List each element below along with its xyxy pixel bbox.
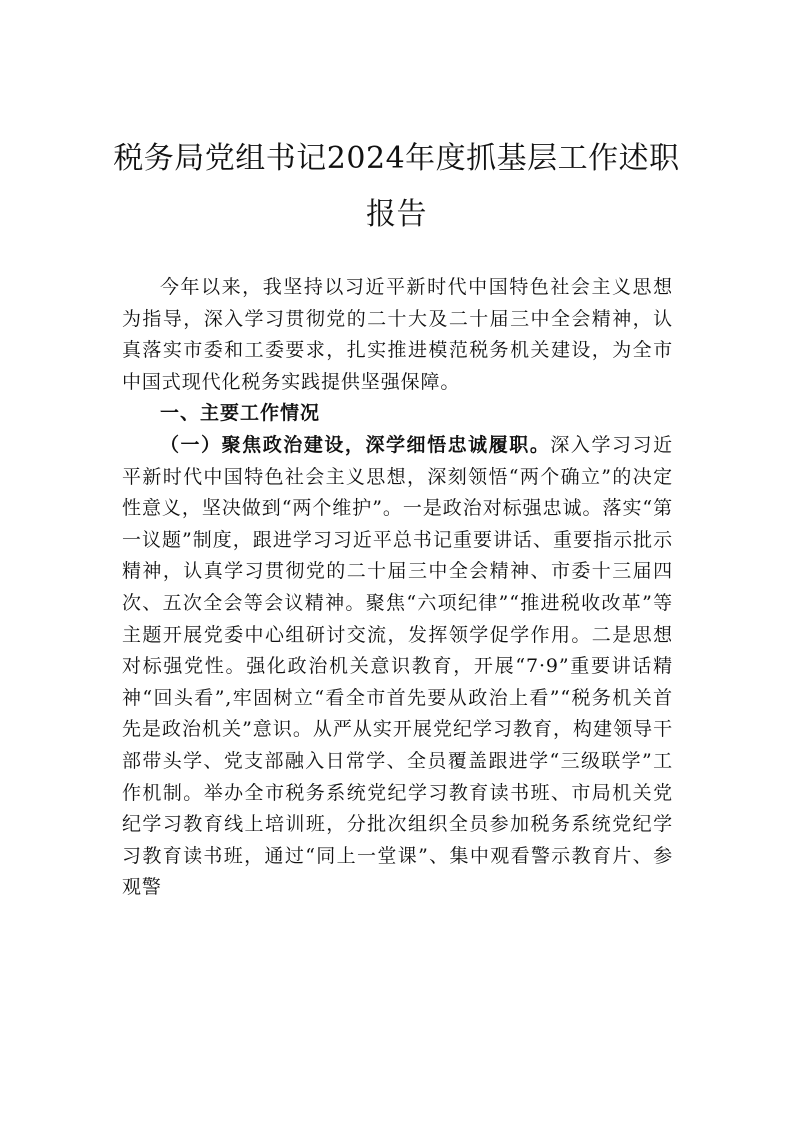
document-title: 税务局党组书记2024年度抓基层工作述职报告 bbox=[113, 141, 680, 232]
subsection-heading: （一）聚焦政治建设，深学细悟忠诚履职。 bbox=[160, 433, 551, 456]
section-heading-main-work: 一、主要工作情况 bbox=[160, 402, 321, 425]
subsection-text: 深入学习习近平新时代中国特色社会主义思想，深刻领悟“两个确立”的决定性意义，坚决做到“两个维护”。一是政治对标强忠诚。落实“第一议题”制度，跟进学习习近平总书记重要讲话、重要指示批示精神，认真学习贯彻党的二十届三中全会精神、市委十三届四次、五次全会等会议精神。聚焦“六项纪律”“推进税收改革”等主题开展党委中心组研讨交流，发挥领学促学作用。二是思想对标强党性。强化政治机关意识教育，开展“7·9”重要讲话精神“回头看”,牢固树立“看全市首先要从政治上看”“税务机关首先是政治机关”意识。从严从实开展党纪学习教育，构建领导干部带头学、党支部融入日常学、全员覆盖跟进学“三级联学”工作机制。举办全市税务系统党纪学习教育读书班、市局机关党纪学习教育线上培训班，分批次组织全员参加税务系统党纪学习教育读书班，通过“同上一堂课”、集中观看警示教育片、参观警 bbox=[122, 433, 673, 899]
subsection-paragraph-political-building bbox=[122, 430, 673, 904]
intro-paragraph: 今年以来，我坚持以习近平新时代中国特色社会主义思想为指导，深入学习贯彻党的二十大及二十届三中全会精神，认真落实市委和工委要求，扎实推进模范税务机关建设，为全市中国式现代化税务实践提供坚强保障。 bbox=[122, 276, 673, 393]
document-body bbox=[122, 272, 673, 904]
